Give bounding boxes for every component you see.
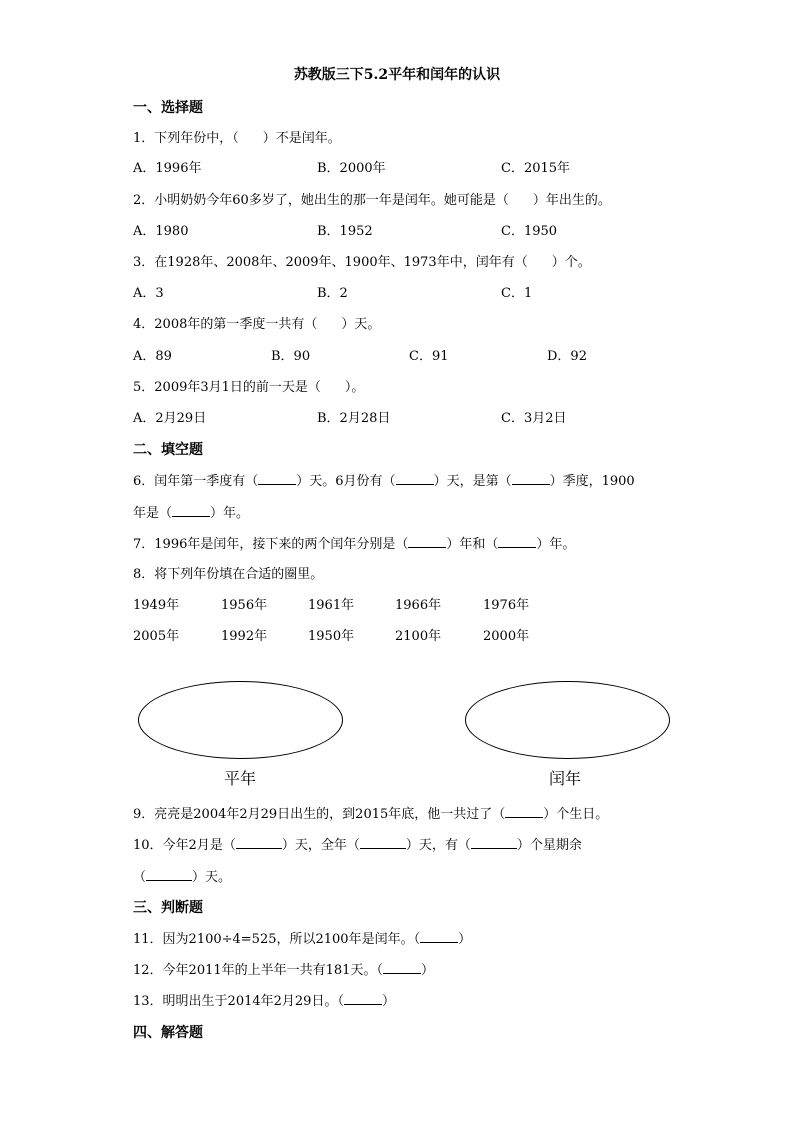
option-b: B．2月28日: [317, 411, 391, 426]
answer-blank[interactable]: [498, 535, 536, 548]
answer-blank[interactable]: [360, 836, 406, 849]
answer-blank[interactable]: [258, 472, 296, 485]
answer-blank[interactable]: [383, 961, 421, 974]
page-title: 苏教版三下5.2平年和闰年的认识: [293, 67, 501, 83]
year-item: 1949年: [133, 598, 180, 613]
leap-year-label: 闰年: [549, 769, 582, 788]
question-text: ）年和（: [446, 537, 499, 552]
section-heading-judge: 三、判断题: [133, 900, 203, 916]
question-2: [133, 192, 611, 210]
option-c: C．2015年: [501, 161, 571, 176]
option-a: A．3: [133, 286, 164, 301]
option-a: A．2月29日: [133, 411, 207, 426]
year-item: 1950年: [308, 629, 355, 644]
question-text: ）季度，1900: [549, 474, 635, 489]
option-a: A．1980: [133, 224, 189, 239]
answer-blank[interactable]: [420, 930, 458, 943]
common-year-circle[interactable]: [138, 681, 343, 759]
year-item: 2100年: [395, 629, 442, 644]
answer-blank[interactable]: [146, 868, 192, 881]
question-text: ）天。6月份有（: [296, 474, 396, 489]
question-text: ）个星期余: [516, 838, 582, 853]
question-6-continued: [133, 504, 249, 523]
common-year-label: 平年: [224, 769, 257, 788]
question-text: 3．在1928年、2008年、2009年、1900年、1973年中，闰年有（: [133, 255, 528, 270]
question-text: 10．今年2月是（: [133, 838, 236, 853]
question-text: 年是（: [133, 506, 173, 521]
question-text: ）年。: [210, 506, 250, 521]
question-text: ）天。: [341, 317, 381, 332]
question-text: ）天。: [192, 870, 232, 885]
option-b: B．1952: [317, 224, 373, 239]
question-text: ）不是闰年。: [262, 131, 341, 146]
section-heading-solve: 四、解答题: [133, 1025, 203, 1041]
option-b: B．2000年: [317, 161, 386, 176]
question-text: 5．2009年3月1日的前一天是（: [133, 380, 321, 395]
leap-year-circle[interactable]: [465, 681, 670, 759]
question-10-continued: [133, 868, 231, 887]
question-text: ）: [420, 963, 434, 978]
answer-blank[interactable]: [172, 504, 210, 517]
option-c: C．3月2日: [501, 411, 567, 426]
question-text: 9．亮亮是2004年2月29日出生的，到2015年底，他一共过了（: [133, 807, 506, 822]
answer-blank[interactable]: [471, 836, 517, 849]
question-text: 2．小明奶奶今年60多岁了，她出生的那一年是闰年。她可能是（: [133, 193, 509, 208]
year-item: 1961年: [308, 598, 355, 613]
year-item: 1966年: [395, 598, 442, 613]
option-a: A．89: [133, 349, 172, 364]
question-text: 4．2008年的第一季度一共有（: [133, 317, 318, 332]
question-text: 13．明明出生于2014年2月29日。（: [133, 994, 344, 1009]
option-c: C．91: [409, 349, 449, 364]
answer-blank[interactable]: [396, 472, 434, 485]
question-11: [133, 930, 471, 949]
question-7: [133, 535, 575, 554]
year-item: 2005年: [133, 629, 180, 644]
question-8: 8．将下列年份填在合适的圈里。: [133, 567, 324, 582]
question-text: ）个。: [551, 255, 591, 270]
section-heading-fill: 二、填空题: [133, 442, 203, 458]
question-text: ）个生日。: [543, 807, 609, 822]
question-1: [133, 130, 341, 148]
option-b: B．90: [271, 349, 311, 364]
question-text: 6．闰年第一季度有（: [133, 474, 259, 489]
question-text: ）年。: [536, 537, 576, 552]
year-item: 1992年: [221, 629, 268, 644]
answer-blank[interactable]: [236, 836, 282, 849]
option-c: C．1: [501, 286, 533, 301]
option-d: D．92: [547, 349, 587, 364]
question-text: ）天，有（: [405, 838, 471, 853]
question-text: （: [133, 870, 147, 885]
question-3: [133, 254, 591, 272]
question-5: [133, 379, 364, 397]
question-text: 11．因为2100÷4=525，所以2100年是闰年。（: [133, 932, 421, 947]
year-item: 2000年: [483, 629, 530, 644]
question-12: [133, 961, 434, 980]
question-text: ）: [458, 932, 472, 947]
year-item: 1956年: [221, 598, 268, 613]
answer-blank[interactable]: [344, 992, 382, 1005]
question-text: 7．1996年是闰年，接下来的两个闰年分别是（: [133, 537, 409, 552]
question-10: [133, 836, 582, 855]
question-text: 1．下列年份中，（: [133, 131, 239, 146]
question-9: [133, 805, 608, 824]
question-text: ）天，全年（: [281, 838, 360, 853]
question-text: ）: [381, 994, 395, 1009]
answer-blank[interactable]: [512, 472, 550, 485]
answer-blank[interactable]: [408, 535, 446, 548]
question-6: [133, 472, 635, 491]
question-text: ）年出生的。: [532, 193, 611, 208]
question-text: ）。: [344, 380, 365, 395]
option-a: A．1996年: [133, 161, 202, 176]
option-b: B．2: [317, 286, 348, 301]
section-heading-choice: 一、选择题: [133, 100, 203, 116]
answer-blank[interactable]: [505, 805, 543, 818]
option-c: C．1950: [501, 224, 558, 239]
question-text: 12．今年2011年的上半年一共有181天。（: [133, 963, 383, 978]
question-text: ）天，是第（: [433, 474, 512, 489]
question-13: [133, 992, 395, 1011]
year-item: 1976年: [483, 598, 530, 613]
question-4: [133, 316, 380, 334]
